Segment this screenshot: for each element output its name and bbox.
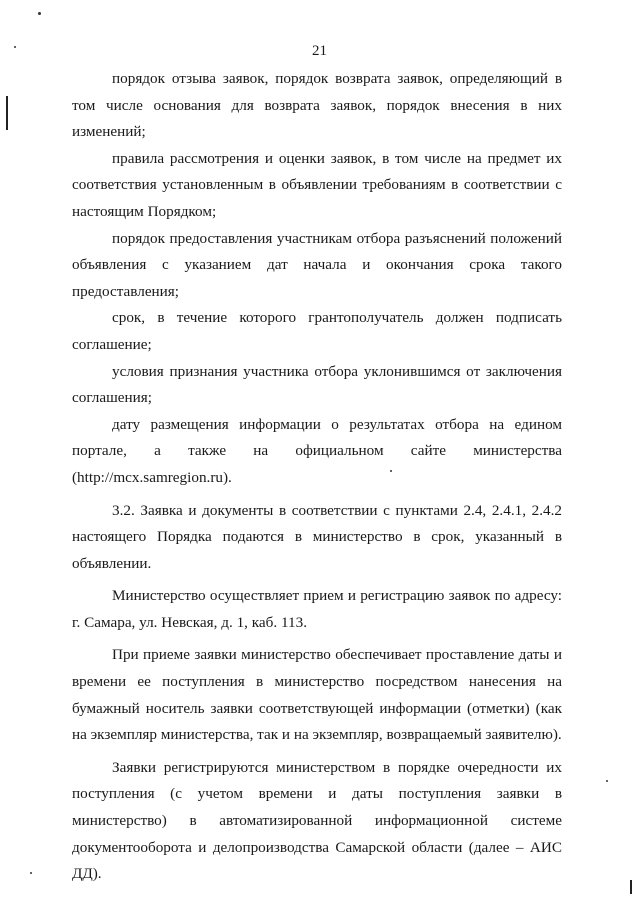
scan-speck [606, 780, 608, 782]
paragraph-section-3-2: 3.2. Заявка и документы в соответствии с пунктами 2.4, 2.4.1, 2.4.2 настоящего Порядка подаются в министерство в срок, указанный в объявлении. [72, 501, 562, 572]
paragraph-review-rules: правила рассмотрения и оценки заявок, в том числе на предмет их соответствия установленным в объявлении требованиям в соответствии с настоящим Порядком; [72, 149, 562, 220]
scan-margin-mark [6, 96, 8, 130]
paragraph-registration: Заявки регистрируются министерством в порядке очередности их поступления (с учетом времени и даты поступления заявки в министерство) в автоматизированной информационной системе документооборота и делопроизводства Самарской области (далее – АИС ДД). [72, 758, 562, 883]
paragraph-clarification-order: порядок предоставления участникам отбора разъяснений положений объявления с указанием дат начала и окончания срока такого предоставления; [72, 229, 562, 300]
paragraph-receipt-marking: При приеме заявки министерство обеспечивает проставление даты и времени ее поступления в министерство посредством нанесения на бумажный носитель заявки соответствующей информации (отметки) (как на экземпляр министерства, так и на экземпляр, возвращаемый заявителю). [72, 646, 562, 744]
body-text [72, 66, 562, 888]
scan-speck [390, 470, 392, 472]
paragraph-results-publication: дату размещения информации о результатах отбора на едином портале, а также на официальном сайте министерства (http://mcx.samregion.ru). [72, 415, 562, 486]
paragraph-ministry-address: Министерство осуществляет прием и регистрацию заявок по адресу: г. Самара, ул. Невская, д. 1, каб. 113. [72, 587, 562, 631]
scan-speck [38, 12, 41, 15]
page-number: 21 [312, 43, 327, 59]
scan-speck [30, 872, 32, 874]
paragraph-recall-order: порядок отзыва заявок, порядок возврата заявок, определяющий в том числе основания для возврата заявок, порядок внесения в них изменений; [72, 70, 562, 141]
scan-speck [14, 46, 16, 48]
paragraph-evasion-conditions: условия признания участника отбора уклонившимся от заключения соглашения; [72, 362, 562, 407]
scan-margin-mark [630, 880, 632, 894]
paragraph-signing-deadline: срок, в течение которого грантополучатель должен подписать соглашение; [72, 309, 562, 353]
